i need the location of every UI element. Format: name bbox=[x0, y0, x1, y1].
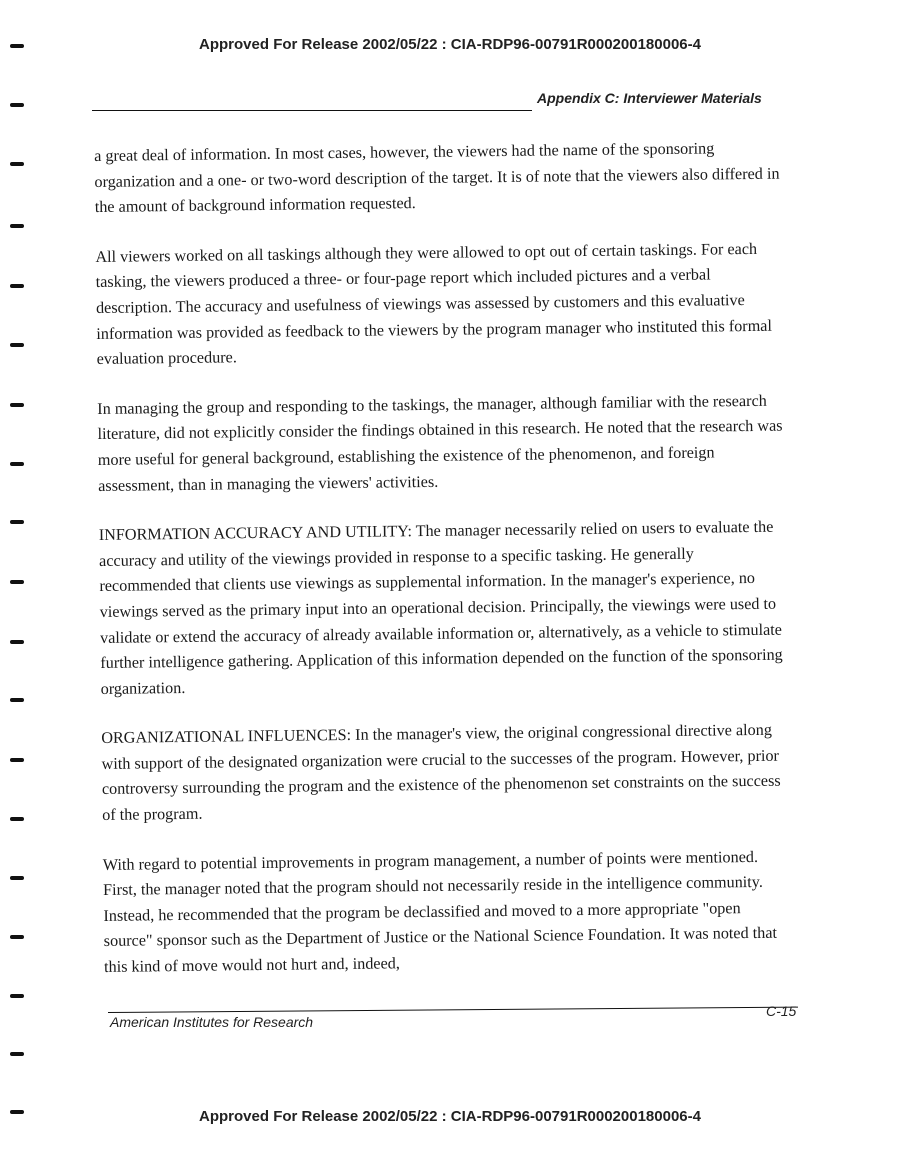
punch-mark bbox=[10, 994, 24, 998]
header-rule bbox=[92, 110, 532, 111]
punch-mark bbox=[10, 284, 24, 288]
punch-mark bbox=[10, 876, 24, 880]
paragraph-3: In managing the group and responding to the taskings, the manager, although familiar with the research literature, did not explicitly consider the findings obtained in this research. He noted that the research was more useful for general background, establishing the existence of the phenomenon, and foreign assessment, than in managing the viewers' activities. bbox=[97, 391, 783, 495]
punch-mark bbox=[10, 640, 24, 644]
body-text bbox=[94, 136, 794, 1005]
punch-mark bbox=[10, 224, 24, 228]
punch-mark bbox=[10, 520, 24, 524]
punch-mark bbox=[10, 44, 24, 48]
footer-rule bbox=[108, 1007, 798, 1013]
paragraph-1: a great deal of information. In most cases, however, the viewers had the name of the sponsoring organization and a one- or two-word description of the target. It is of note that the viewers also differed in the amount of background information requested. bbox=[94, 139, 780, 217]
section-header: Appendix C: Interviewer Materials bbox=[537, 90, 762, 106]
punch-mark bbox=[10, 462, 24, 466]
punch-mark bbox=[10, 343, 24, 347]
punch-mark bbox=[10, 103, 24, 107]
paragraph-6: With regard to potential improvements in program management, a number of points were mentioned. First, the manager noted that the program should not necessarily reside in the intelligence community. Instead, he recommended that the program be declassified and moved to a more appropriate "open source" sponsor such as the Department of Justice or the National Science Foundation. It was noted that this kind of move would not hurt and, indeed, bbox=[102, 847, 778, 976]
punch-mark bbox=[10, 580, 24, 584]
punch-mark bbox=[10, 162, 24, 166]
release-stamp-top: Approved For Release 2002/05/22 : CIA-RDP96-00791R000200180006-4 bbox=[199, 36, 701, 53]
punch-mark bbox=[10, 698, 24, 702]
punch-mark bbox=[10, 1110, 24, 1114]
punch-mark bbox=[10, 817, 24, 821]
punch-mark bbox=[10, 935, 24, 939]
paragraph-5: ORGANIZATIONAL INFLUENCES: In the manager's view, the original congressional directive along with support of the designated organization were crucial to the successes of the program. However, prior controversy surrounding the program and the existence of the phenomenon set constraints on the success of the program. bbox=[101, 721, 781, 825]
paragraph-4: INFORMATION ACCURACY AND UTILITY: The manager necessarily relied on users to evaluate the accuracy and utility of the viewings provided in response to a specific tasking. He generally recommended that clients use viewings as supplemental information. In the manager's experience, no viewings served as the primary input into an operational decision. Principally, the viewings were used to validate or extend the accuracy of already available information or, alternatively, as a vehicle to stimulate further intelligence gathering. Application of this information depended on the function of the sponsoring organization. bbox=[98, 517, 783, 698]
release-stamp-bottom: Approved For Release 2002/05/22 : CIA-RDP96-00791R000200180006-4 bbox=[199, 1108, 701, 1125]
punch-mark bbox=[10, 758, 24, 762]
punch-mark bbox=[10, 403, 24, 407]
punch-mark bbox=[10, 1052, 24, 1056]
footer-organization: American Institutes for Research bbox=[110, 1014, 314, 1030]
page-number: C-15 bbox=[766, 1003, 797, 1019]
paragraph-2: All viewers worked on all taskings although they were allowed to opt out of certain taskings. For each tasking, the viewers produced a three- or four-page report which included pictures and a verbal description. The accuracy and usefulness of viewings was assessed by customers and this evaluative information was provided as feedback to the viewers by the program manager who instituted this formal evaluation procedure. bbox=[95, 239, 773, 369]
